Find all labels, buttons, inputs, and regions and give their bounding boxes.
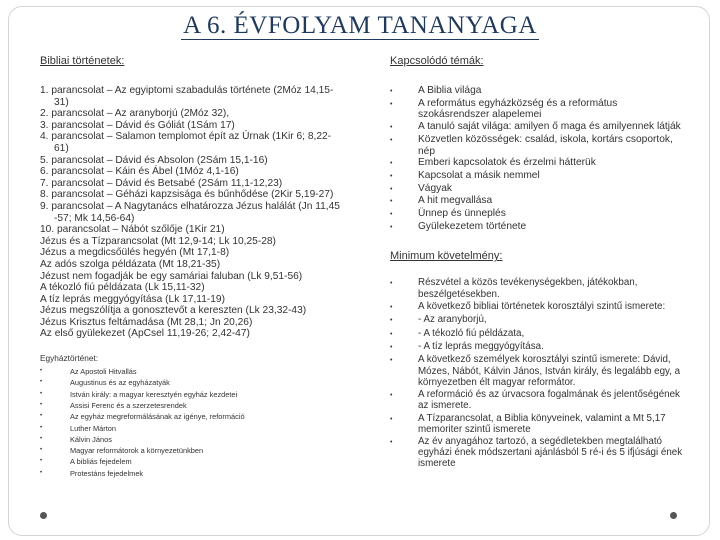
- bullet-icon: •: [390, 357, 393, 365]
- requirement-item-text: Részvétel a közös tevékenységekben, játékokban, beszélgetésekben.: [418, 277, 638, 300]
- story-text: 1. parancsolat – Az egyiptomi szabadulás története (2Móz 14,15-: [40, 85, 334, 96]
- requirement-item-text: - A tíz leprás meggyógyítása.: [418, 341, 544, 353]
- topic-item-text: Gyülekezetem története: [418, 220, 527, 232]
- history-item-text: Az Apostoli Hitvallás: [70, 367, 137, 377]
- story-item: [40, 166, 370, 178]
- history-item: [40, 468, 370, 479]
- bullet-icon: •: [390, 344, 393, 352]
- story-item: [40, 259, 370, 271]
- story-item: [40, 189, 370, 201]
- bullet-icon: •: [390, 415, 393, 423]
- history-list: [40, 366, 370, 479]
- story-text: 10. parancsolat – Nábót szőlője (1Kir 21): [40, 224, 225, 236]
- topic-item: [390, 195, 690, 208]
- bullet-icon: •: [40, 413, 43, 420]
- bullet-icon: •: [40, 424, 43, 431]
- story-text: Jézus megszólítja a gonosztevőt a kereszten (Lk 23,32-43): [40, 305, 307, 317]
- history-item-text: Augustinus és az egyházatyák: [70, 378, 170, 388]
- history-item-text: Magyar reformátorok a környezetünkben: [70, 446, 204, 456]
- bullet-icon: •: [40, 368, 43, 375]
- history-heading: Egyháztörténet:: [40, 353, 99, 364]
- topic-item: [390, 121, 690, 134]
- requirement-item-text: A következő bibliai történetek korosztályi szintű ismerete:: [418, 300, 666, 312]
- requirement-item: [390, 389, 690, 411]
- story-text: 5. parancsolat – Dávid és Absolon (2Sám 15,1-16): [40, 154, 268, 166]
- story-item: [40, 120, 370, 132]
- history-item: [40, 456, 370, 467]
- story-item: [40, 108, 370, 120]
- topic-item: [390, 183, 690, 196]
- requirement-item-text: - Az aranyborjú,: [418, 314, 487, 326]
- story-item: [40, 178, 370, 190]
- bullet-icon: •: [40, 401, 43, 408]
- story-text: 8. parancsolat – Géházi kapzsisága és bűnhődése (2Kir 5,19-27): [40, 189, 334, 201]
- requirement-item-text: A következő személyek korosztályi szintű ismerete: Dávid, Mózes, Nábót, Kálvin János, István király, és legalább egy, a környezetben élt magyar reformátor.: [418, 354, 681, 388]
- topics-heading: Kapcsolódó témák:: [390, 55, 484, 67]
- bullet-icon: •: [390, 198, 393, 206]
- bullet-icon: •: [390, 88, 393, 95]
- story-text: Jézus Krisztus feltámadása (Mt 28,1; Jn 20,26): [40, 316, 253, 328]
- topic-item-text: Közvetlen közösségek: család, iskola, kortárs csoportok, nép: [418, 133, 673, 157]
- story-item: [40, 247, 370, 259]
- bullet-icon: •: [390, 185, 393, 193]
- bullet-icon: •: [390, 317, 393, 325]
- story-item: [40, 155, 370, 167]
- story-text: A tíz leprás meggyógyítása (Lk 17,11-19): [40, 293, 225, 305]
- topic-item-text: A református egyházközség és a református szokásrendszer alapelemei: [418, 97, 618, 121]
- requirement-item: [390, 314, 690, 326]
- history-item: [40, 366, 370, 377]
- bullet-icon: •: [40, 458, 43, 465]
- story-text: Jézus a megdicsőülés hegyén (Mt 17,1-8): [40, 247, 230, 259]
- requirement-item: [390, 277, 690, 299]
- story-item: [40, 85, 370, 108]
- story-text: 3. parancsolat – Dávid és Góliát (1Sám 17): [40, 119, 235, 131]
- corner-dot-left: [40, 512, 47, 519]
- history-item-text: Protestáns fejedelmek: [70, 468, 144, 478]
- bullet-icon: •: [390, 223, 393, 231]
- story-item: [40, 328, 370, 340]
- story-text: Az adós szolga példázata (Mt 18,21-35): [40, 258, 221, 270]
- story-text-cont: 31): [54, 96, 69, 108]
- topic-item: [390, 157, 690, 170]
- bullet-icon: •: [390, 330, 393, 338]
- bullet-icon: •: [40, 379, 43, 386]
- bullet-icon: •: [390, 160, 393, 168]
- topic-item: [390, 170, 690, 183]
- history-item-text: Luther Márton: [70, 423, 117, 433]
- bullet-icon: •: [390, 392, 393, 400]
- topic-item-text: A Biblia világa: [418, 85, 482, 96]
- history-item-text: István király: a magyar keresztyén egyház kezdetei: [70, 389, 238, 399]
- topics-list: [390, 85, 690, 233]
- topic-item-text: Kapcsolat a másik nemmel: [418, 169, 540, 181]
- requirement-item: [390, 301, 690, 313]
- requirement-item-text: - A tékozló fiú példázata,: [418, 327, 525, 339]
- history-item: [40, 445, 370, 456]
- topic-item: [390, 85, 690, 98]
- story-text-cont: 61): [54, 142, 69, 154]
- history-item-text: Kálvin János: [70, 434, 112, 444]
- left-column: [40, 55, 370, 479]
- right-column: [390, 55, 690, 471]
- bullet-icon: •: [390, 136, 393, 144]
- story-item: [40, 271, 370, 283]
- history-item-text: Az egyház megreformálásának az igénye, reformáció: [70, 412, 245, 422]
- stories-heading: Bibliai történetek:: [40, 55, 125, 67]
- history-item: [40, 400, 370, 411]
- requirements-list: [390, 277, 690, 469]
- topic-item-text: A hit megvallása: [418, 195, 493, 207]
- history-item-text: Assisi Ferenc és a szerzetesrendek: [70, 400, 187, 410]
- story-item: [40, 317, 370, 329]
- bullet-icon: •: [390, 124, 393, 132]
- story-item: [40, 201, 370, 224]
- story-text: 7. parancsolat – Dávid és Betsabé (2Sám 11,1-12,23): [40, 177, 283, 189]
- story-item: [40, 282, 370, 294]
- requirements-heading: Minimum követelmény:: [390, 250, 503, 263]
- story-text: 2. parancsolat – Az aranyborjú (2Móz 32),: [40, 108, 230, 120]
- story-text: 6. parancsolat – Káin és Ábel (1Móz 4,1-16): [40, 166, 239, 178]
- page-title: A 6. ÉVFOLYAM TANANYAGA: [183, 12, 537, 39]
- bullet-icon: •: [390, 211, 393, 219]
- story-item: [40, 236, 370, 248]
- topic-item: [390, 208, 690, 221]
- history-item: [40, 411, 370, 422]
- bullet-icon: •: [40, 435, 43, 442]
- requirement-item-text: A Tízparancsolat, a Biblia könyveinek, valamint a Mt 5,17 memoriter szintű ismerete: [418, 412, 666, 435]
- topic-item: [390, 134, 690, 157]
- requirement-item: [390, 436, 690, 469]
- story-text: Jézust nem fogadják be egy samáriai faluban (Lk 9,51-56): [40, 270, 303, 282]
- requirement-item-text: Az év anyagához tartozó, a segédletekben megtalálható egyházi ének módszertani ajánlásból 5 ré-i és 5 ifjúsági ének ismerete: [418, 436, 683, 470]
- history-item-text: A bibliás fejedelem: [70, 457, 132, 467]
- bullet-icon: •: [390, 303, 393, 311]
- topic-item: [390, 98, 690, 121]
- story-item: [40, 294, 370, 306]
- topic-item-text: A tanuló saját világa: amilyen ő maga és amilyennek látják: [418, 121, 681, 133]
- story-text: Jézus és a Tízparancsolat (Mt 12,9-14; Lk 10,25-28): [40, 235, 276, 247]
- stories-list: [40, 85, 370, 340]
- story-text: A tékozló fiú példázata (Lk 15,11-32): [40, 282, 205, 294]
- history-item: [40, 423, 370, 434]
- story-text-cont: -57; Mk 14,56-64): [54, 212, 135, 224]
- history-item: [40, 377, 370, 388]
- topic-item-text: Vágyak: [418, 182, 452, 194]
- story-item: [40, 305, 370, 317]
- requirement-item: [390, 328, 690, 340]
- requirement-item-text: A reformáció és az úrvacsora fogalmának és jelentőségének az ismerete.: [418, 389, 680, 412]
- history-item: [40, 389, 370, 400]
- topic-item-text: Emberi kapcsolatok és érzelmi hátterük: [418, 157, 596, 169]
- bullet-icon: •: [390, 280, 393, 288]
- history-item: [40, 434, 370, 445]
- requirement-item: [390, 413, 690, 435]
- story-item: [40, 131, 370, 154]
- bullet-icon: •: [390, 100, 393, 108]
- requirement-item: [390, 341, 690, 353]
- bullet-icon: •: [390, 172, 393, 180]
- story-item: [40, 224, 370, 236]
- bullet-icon: •: [390, 439, 393, 447]
- topic-item-text: Ünnep és ünneplés: [418, 208, 506, 220]
- story-text: Az első gyülekezet (ApCsel 11,19-26; 2,42-47): [40, 328, 250, 340]
- topic-item: [390, 221, 690, 234]
- story-text: 9. parancsolat – A Nagytanács elhatározza Jézus halálát (Jn 11,45: [40, 200, 340, 212]
- bullet-icon: •: [40, 469, 43, 476]
- bullet-icon: •: [40, 447, 43, 454]
- bullet-icon: •: [40, 390, 43, 397]
- corner-dot-right: [670, 512, 677, 519]
- story-text: 4. parancsolat – Salamon templomot épít az Úrnak (1Kir 6; 8,22-: [40, 131, 332, 143]
- requirement-item: [390, 354, 690, 387]
